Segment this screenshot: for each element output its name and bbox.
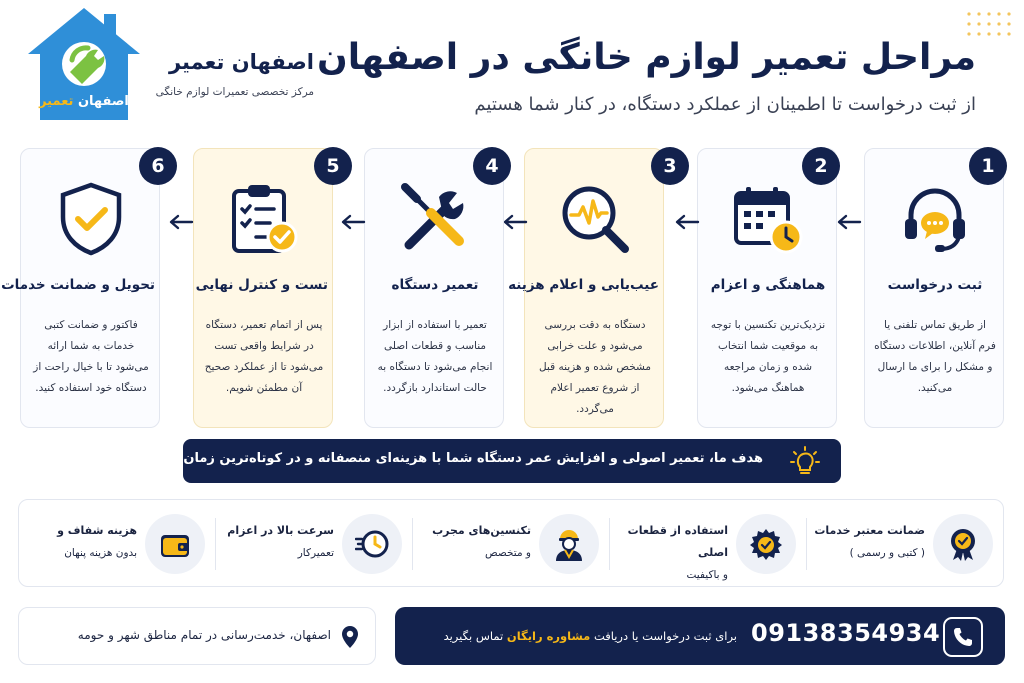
feature-text	[419, 520, 531, 564]
contact-text-after: تماس بگیرید	[443, 629, 504, 643]
step-number: 6	[139, 147, 177, 185]
feature-divider	[215, 518, 216, 570]
location-pin-icon	[341, 625, 359, 649]
arrow-left-icon	[836, 214, 862, 230]
step-description: از طریق تماس تلفنی یا فرم آنلاین، اطلاعات دستگاه و مشکل را برای ما ارسال می‌کنید.	[874, 319, 996, 394]
feature-text	[222, 520, 334, 564]
step-description: فاکتور و ضمانت کتبی خدمات به شما ارائه می‌شود تا با خیال راحت از دستگاه خود استفاده کنید.	[33, 319, 149, 394]
step-title: تحویل و ضمانت خدمات	[1, 277, 155, 293]
step-card-1	[864, 148, 1004, 428]
logo-word-b: تعمیر	[39, 94, 74, 109]
free-consultation-label: مشاوره رایگان	[506, 629, 591, 643]
step-title: تعمیر دستگاه	[391, 277, 479, 293]
fast-clock-icon	[355, 527, 389, 561]
brand-block[interactable]	[14, 0, 314, 130]
goal-text: هدف ما، تعمیر اصولی و افزایش عمر دستگاه شما با هزینه‌ای منصفانه و در کوتاه‌ترین زمان است.	[142, 451, 763, 466]
phone-icon-frame[interactable]	[943, 617, 983, 657]
step-number: 2	[802, 147, 840, 185]
headset-chat-icon	[895, 179, 975, 259]
step-card-3	[508, 148, 677, 428]
contact-banner[interactable]	[395, 607, 1005, 665]
step-description: تعمیر با استفاده از ابزار مناسب و قطعات اصلی انجام می‌شود تا دستگاه به حالت استاندارد بازگردد.	[377, 319, 493, 394]
arrow-left-icon	[674, 214, 700, 230]
step-card-6	[1, 148, 165, 428]
page-header	[0, 0, 1024, 140]
clipboard-check-icon	[224, 179, 304, 259]
badge-check-icon	[946, 527, 980, 561]
contact-text	[407, 629, 737, 643]
goal-banner	[142, 439, 841, 483]
feature-text	[813, 520, 925, 564]
step-title: هماهنگی و اعزام	[710, 277, 826, 293]
brand-name: اصفهان تعمیر	[168, 50, 314, 74]
feature-icon-circle	[539, 514, 599, 574]
step-card-2	[697, 148, 837, 428]
step-card-4	[364, 148, 504, 428]
shield-check-icon	[51, 179, 131, 259]
arrow-left-icon	[340, 214, 366, 230]
feature-warranty	[806, 500, 1003, 588]
feature-line-1: سرعت بالا در اعزام	[227, 524, 334, 537]
feature-text	[616, 520, 728, 586]
step-number: 4	[473, 147, 511, 185]
step-card-5	[193, 148, 340, 428]
magnifier-pulse-icon	[555, 179, 635, 259]
feature-line-1: ضمانت معتبر خدمات	[814, 524, 925, 537]
wrench-screwdriver-icon	[395, 179, 475, 259]
contact-text-before: برای ثبت درخواست یا دریافت	[593, 629, 737, 643]
step-number: 1	[969, 147, 1007, 185]
feature-divider	[609, 518, 610, 570]
logo-word-a: اصفهان	[77, 94, 129, 109]
page-title: مراحل تعمیر لوازم خانگی در اصفهان	[317, 37, 976, 78]
feature-icon-circle	[145, 514, 205, 574]
feature-line-2: و باکیفیت	[686, 569, 728, 581]
feature-line-1: استفاده از قطعات اصلی	[627, 524, 728, 559]
step-title: عیب‌یابی و اعلام هزینه	[508, 277, 659, 293]
feature-line-1: هزینه شفاف و	[57, 524, 137, 537]
steps-row	[0, 146, 1024, 431]
step-title: ثبت درخواست	[887, 277, 983, 293]
step-description: نزدیک‌ترین تکنسین با توجه به موقعیت شما انتخاب شده و زمان مراجعه هماهنگ می‌شود.	[710, 319, 826, 394]
feature-line-1: تکنسین‌های مجرب	[432, 524, 531, 537]
feature-line-2: ( کتبی و رسمی )	[849, 547, 925, 559]
location-text: اصفهان، خدمت‌رسانی در تمام مناطق شهر و حومه	[77, 628, 331, 642]
logo-wordmark	[34, 94, 134, 109]
arrow-left-icon	[502, 214, 528, 230]
phone-icon	[953, 627, 973, 647]
step-description: پس از اتمام تعمیر، دستگاه در شرایط واقعی تست می‌شود تا از عملکرد صحیح آن مطمئن شویم.	[204, 319, 324, 394]
feature-line-2: تعمیرکار	[297, 547, 334, 559]
lightbulb-icon	[789, 445, 821, 477]
feature-fast-dispatch	[215, 500, 412, 588]
wallet-icon	[158, 527, 192, 561]
feature-divider	[806, 518, 807, 570]
step-description: دستگاه به دقت بررسی می‌شود و علت خرابی مشخص شده و هزینه قبل از شروع تعمیر اعلام می‌گردد.	[538, 319, 652, 415]
feature-original-parts	[609, 500, 806, 588]
brand-tagline: مرکز تخصصی تعمیرات لوازم خانگی	[155, 86, 314, 98]
arrow-left-icon	[168, 214, 194, 230]
feature-line-2: و متخصص	[485, 547, 531, 559]
feature-icon-circle	[736, 514, 796, 574]
feature-text	[25, 520, 137, 564]
feature-icon-circle	[933, 514, 993, 574]
page-subtitle: از ثبت درخواست تا اطمینان از عملکرد دستگاه، در کنار شما هستیم	[474, 94, 976, 115]
gear-check-icon	[749, 527, 783, 561]
calendar-clock-icon	[728, 179, 808, 259]
feature-line-2: بدون هزینه پنهان	[64, 547, 137, 559]
location-box	[18, 607, 376, 665]
feature-icon-circle	[342, 514, 402, 574]
feature-divider	[412, 518, 413, 570]
feature-transparent-cost	[18, 500, 215, 588]
technician-icon	[552, 527, 586, 561]
step-number: 5	[314, 147, 352, 185]
phone-number[interactable]: 09138354934	[751, 619, 941, 647]
step-number: 3	[651, 147, 689, 185]
step-title: تست و کنترل نهایی	[195, 277, 328, 293]
feature-technicians	[412, 500, 609, 588]
features-strip	[18, 499, 1004, 587]
